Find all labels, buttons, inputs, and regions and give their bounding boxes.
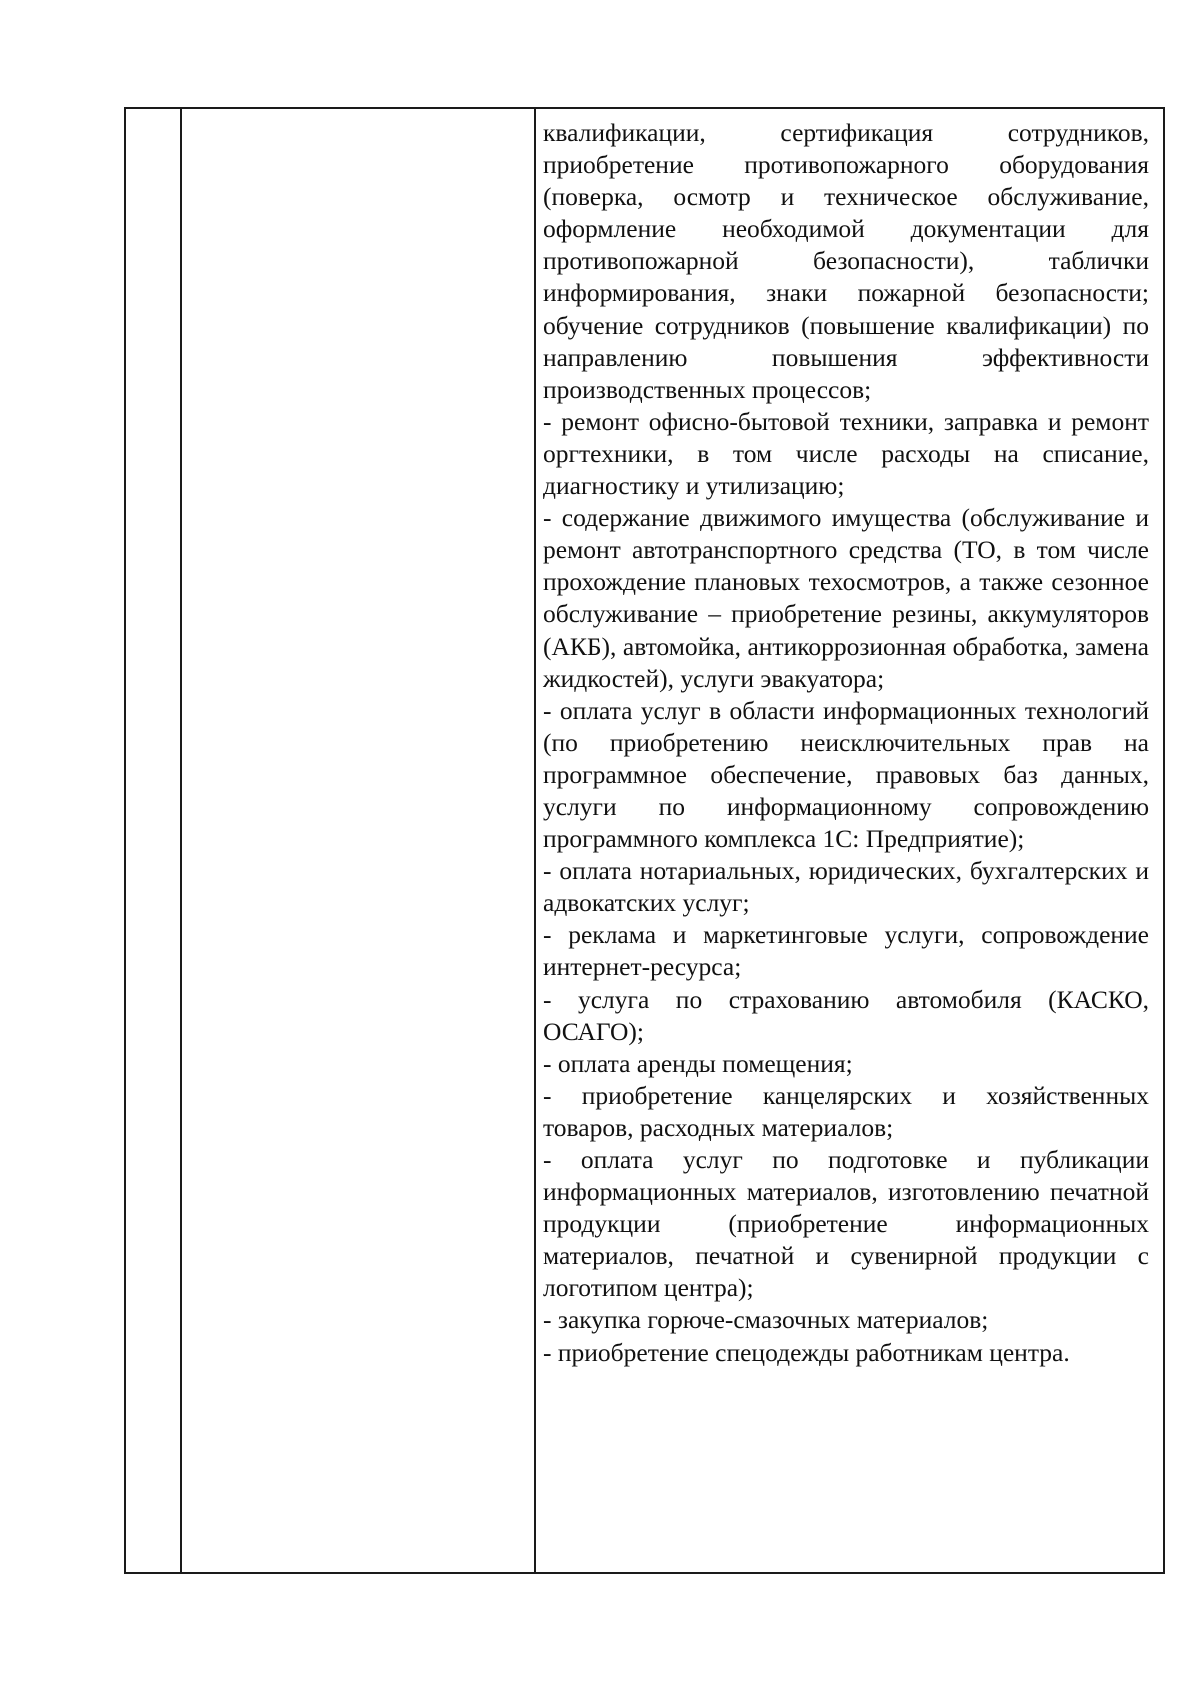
paragraph: - реклама и маркетинговые услуги, сопровождение интернет-ресурса; bbox=[543, 920, 1149, 982]
paragraph: квалификации, сертификация сотрудников, приобретение противопожарного оборудования (поверка, осмотр и техническое обслуживание, оформление необходимой документации для противопожарной безопасности), таблички информирования, знаки пожарной безопасности; обучение сотрудников (повышение квалификации) по направлению повышения эффективности производственных процессов; bbox=[543, 118, 1149, 404]
paragraph: - содержание движимого имущества (обслуживание и ремонт автотранспортного средства (ТО, в том числе прохождение плановых техосмотров, а также сезонное обслуживание – приобретение резины, аккумуляторов (АКБ), автомойка, антикоррозионная обработка, замена жидкостей), услуги эвакуатора; bbox=[543, 503, 1149, 693]
paragraph: - оплата услуг в области информационных технологий (по приобретению неисключительных прав на программное обеспечение, правовых баз данных, услуги по информационному сопровождению программного комплекса 1С: Предприятие); bbox=[543, 695, 1149, 854]
paragraph: - ремонт офисно-бытовой техники, заправка и ремонт оргтехники, в том числе расходы на списание, диагностику и утилизацию; bbox=[543, 406, 1149, 501]
table-cell-number bbox=[125, 108, 181, 1573]
table-cell-name bbox=[181, 108, 535, 1573]
document-table bbox=[124, 107, 1165, 1574]
paragraph: - приобретение канцелярских и хозяйственных товаров, расходных материалов; bbox=[543, 1080, 1149, 1142]
paragraph: - услуга по страхованию автомобиля (КАСКО, ОСАГО); bbox=[543, 984, 1149, 1046]
paragraph: - приобретение спецодежды работникам центра. bbox=[543, 1337, 1070, 1367]
paragraph: - закупка горюче-смазочных материалов; bbox=[543, 1305, 989, 1335]
paragraph: - оплата аренды помещения; bbox=[543, 1048, 853, 1078]
table-cell-description bbox=[535, 108, 1164, 1573]
paragraph: - оплата услуг по подготовке и публикации информационных материалов, изготовлению печатной продукции (приобретение информационных материалов, печатной и сувенирной продукции с логотипом центра); bbox=[543, 1145, 1149, 1303]
paragraph: - оплата нотариальных, юридических, бухгалтерских и адвокатских услуг; bbox=[543, 856, 1149, 918]
description-text bbox=[536, 109, 1163, 1369]
table-row bbox=[125, 108, 1164, 1573]
